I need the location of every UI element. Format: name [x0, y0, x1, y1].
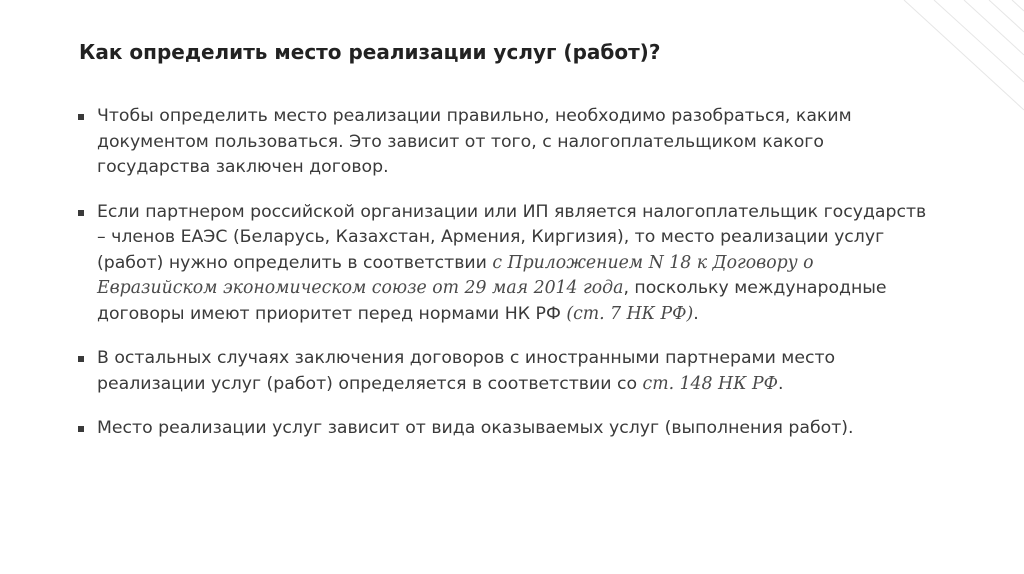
bullet-list	[78, 104, 938, 461]
law-reference: ст. 148 НК РФ	[642, 373, 778, 394]
bullet-marker-icon	[78, 114, 84, 120]
bullet-text: Место реализации услуг зависит от вида оказываемых услуг (выполнения работ).	[97, 418, 854, 438]
law-reference: (ст. 7 НК РФ)	[566, 303, 694, 324]
bullet-text: Если партнером российской организации или ИП является налогоплательщик государств – членов ЕАЭС (Беларусь, Казахстан, Армения, Киргизия), то место реализации услуг (работ) нужно определить в соответствии	[97, 201, 927, 273]
bullet-item	[78, 346, 938, 397]
bullet-marker-icon	[78, 356, 84, 362]
bullet-text: В остальных случаях заключения договоров с иностранными партнерами место реализации услуг (работ) определяется в соответствии со	[97, 348, 836, 394]
slide-title: Как определить место реализации услуг (работ)?	[79, 40, 661, 64]
bullet-text: .	[777, 373, 784, 394]
bullet-item	[78, 104, 938, 181]
corner-decoration	[784, 0, 1024, 120]
bullet-item	[78, 200, 938, 328]
bullet-item	[78, 416, 938, 442]
bullet-marker-icon	[78, 210, 84, 216]
bullet-text: Чтобы определить место реализации правильно, необходимо разобраться, каким документом пользоваться. Это зависит от того, с налогоплательщиком какого государства заключен договор.	[97, 106, 852, 177]
bullet-text: , поскольку международные договоры имеют приоритет перед нормами НК РФ	[97, 278, 887, 324]
law-reference: с Приложением N 18 к Договору о Евразийском экономическом союзе от 29 мая 2014 года	[97, 252, 814, 298]
bullet-text: .	[693, 303, 699, 324]
bullet-marker-icon	[78, 426, 84, 432]
